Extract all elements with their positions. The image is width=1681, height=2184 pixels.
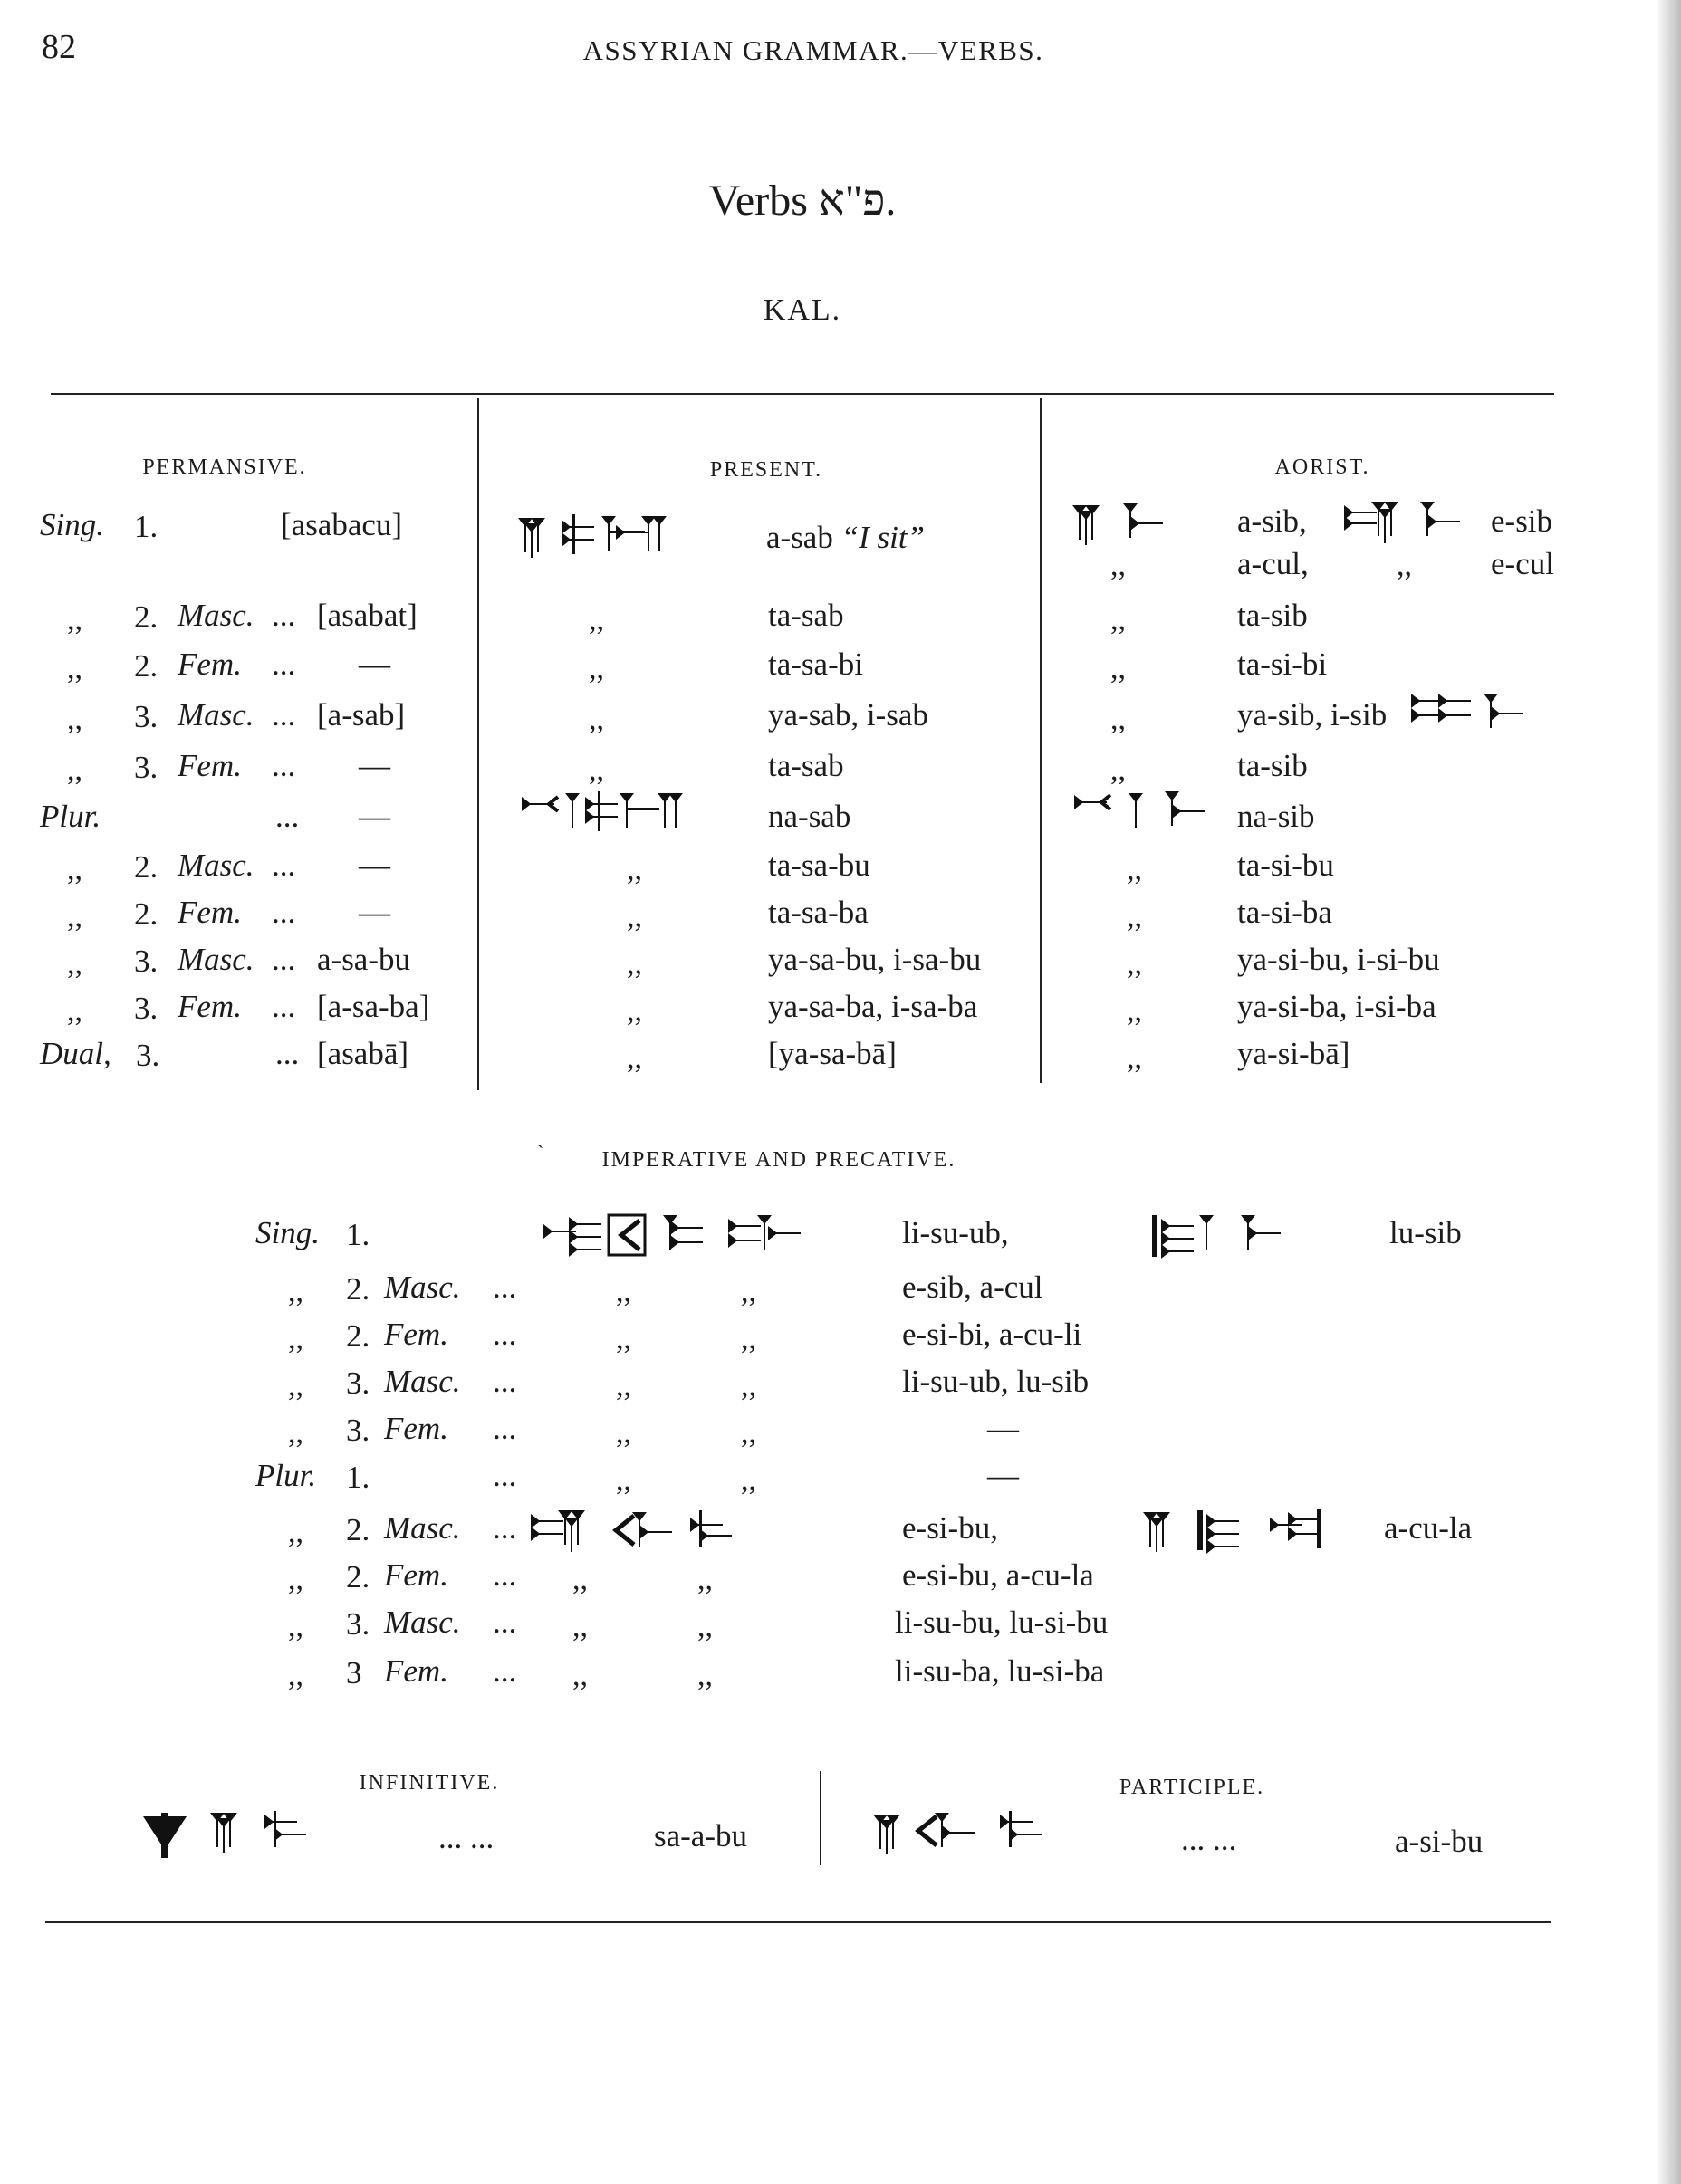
section-subtitle: KAL.	[763, 293, 842, 327]
row-aorist-ditto: ,,	[1127, 900, 1142, 934]
row-number: ,,	[67, 703, 82, 736]
row-aorist: a-cul,	[1237, 546, 1309, 581]
row-ditto-2: ,,	[741, 1463, 756, 1497]
row-aorist: ya-si-bā]	[1237, 1036, 1350, 1071]
row-form: li-su-ub, lu-sib	[902, 1364, 1090, 1399]
row-present-ditto: ,,	[589, 753, 604, 787]
row-gender: Fem.	[178, 748, 242, 783]
row-aorist: ta-sib	[1237, 748, 1308, 783]
row-present-ditto: ,,	[627, 947, 642, 981]
row-present-ditto: ,,	[589, 703, 604, 736]
row-person: 1.	[134, 509, 158, 544]
cuneiform-imperative-plur-icon	[531, 1510, 766, 1559]
row-permansive: [asabacu]	[281, 507, 403, 542]
row-person: 2.	[346, 1318, 370, 1354]
cuneiform-imperative-acula-icon	[1143, 1509, 1351, 1559]
row-number: ,,	[288, 1563, 303, 1596]
column-divider-2	[1040, 398, 1042, 1083]
stray-mark: `	[537, 1141, 544, 1164]
row-gender: Fem.	[178, 895, 242, 930]
row-dots: ...	[493, 1364, 517, 1399]
row-present-ditto: ,,	[627, 1041, 642, 1075]
row-person: 1.	[346, 1217, 370, 1252]
row-aorist-alt: e-cul	[1491, 546, 1554, 581]
row-present-ditto: ,,	[627, 994, 642, 1028]
row-number: ,,	[67, 652, 82, 685]
row-form: e-sib, a-cul	[902, 1269, 1043, 1305]
row-gender: Masc.	[384, 1604, 461, 1640]
row-number: ,,	[67, 853, 82, 886]
row-ditto-2: ,,	[697, 1610, 713, 1643]
row-person: 2.	[346, 1271, 370, 1307]
row-permansive: [asabā]	[317, 1036, 409, 1071]
cuneiform-imperative-sing-icon	[543, 1213, 833, 1266]
row-person: 2.	[346, 1559, 370, 1595]
row-ditto-2: ,,	[741, 1416, 756, 1450]
infinitive-form: sa-a-bu	[654, 1818, 748, 1854]
cuneiform-aorist-sing-icon	[1072, 502, 1172, 549]
row-dots: ...	[272, 942, 296, 977]
participle-heading: PARTICIPLE.	[1119, 1776, 1265, 1799]
row-permansive: —	[359, 799, 390, 834]
row-number: ,,	[288, 1275, 303, 1308]
infinitive-participle-divider	[820, 1771, 821, 1865]
row-permansive: —	[359, 848, 390, 883]
row-gender: Fem.	[178, 989, 242, 1024]
cuneiform-aorist-alt-icon	[1344, 502, 1462, 549]
row-present: ta-sa-ba	[768, 895, 869, 930]
row-aorist-ditto: ,,	[1127, 947, 1142, 981]
bottom-rule	[45, 1921, 1551, 1923]
row-ditto-1: ,,	[616, 1416, 631, 1450]
row-permansive: —	[359, 895, 390, 930]
row-aorist: ya-sib, i-sib	[1237, 697, 1388, 733]
row-number: ,,	[288, 1369, 303, 1403]
row-extra-form: lu-sib	[1389, 1215, 1462, 1250]
row-number: ,,	[67, 947, 82, 981]
column-divider-1	[477, 398, 479, 1090]
row-permansive: —	[359, 647, 390, 682]
row-permansive: [asabat]	[317, 598, 418, 633]
row-person: 2.	[346, 1512, 370, 1547]
row-ditto-1: ,,	[572, 1563, 588, 1596]
cuneiform-aorist-plur-icon	[1074, 790, 1219, 837]
row-ditto-1: ,,	[616, 1369, 631, 1403]
row-person: 1.	[346, 1460, 370, 1495]
row-present: ta-sa-bi	[768, 647, 863, 682]
row-person: 3.	[136, 1038, 160, 1073]
row-ditto-2: ,,	[741, 1369, 756, 1403]
row-number: ,,	[67, 900, 82, 934]
row-permansive: —	[359, 748, 390, 783]
row-present-ditto: ,,	[627, 853, 642, 886]
row-gender: Masc.	[384, 1269, 461, 1305]
row-dots: ...	[272, 647, 296, 682]
row-present-ditto: ,,	[589, 603, 604, 637]
row-aorist-ditto: ,,	[1110, 603, 1126, 637]
row-aorist-ditto: ,,	[1110, 703, 1126, 736]
row-form: —	[987, 1411, 1019, 1446]
cuneiform-infinitive-icon	[141, 1811, 331, 1865]
row-number: ,,	[67, 753, 82, 787]
row-number: ,,	[288, 1322, 303, 1355]
row-permansive: [a-sa-ba]	[317, 989, 430, 1024]
row-number: Plur.	[255, 1458, 317, 1493]
cuneiform-present-sing-icon	[518, 512, 699, 563]
row-gender: Masc.	[178, 697, 255, 733]
row-person: 2.	[134, 599, 158, 635]
row-form: —	[987, 1458, 1019, 1493]
row-person: 2.	[134, 648, 158, 684]
row-form: li-su-ub,	[902, 1215, 1009, 1250]
row-aorist-ditto: ,,	[1127, 994, 1142, 1028]
row-dots: ...	[272, 697, 296, 733]
column-heading-aorist: AORIST.	[1274, 455, 1370, 479]
cuneiform-present-plur-icon	[522, 791, 703, 840]
row-dots: ...	[493, 1604, 517, 1640]
row-dots: ...	[493, 1317, 517, 1352]
participle-form: a-si-bu	[1395, 1824, 1484, 1859]
imperative-heading: IMPERATIVE AND PRECATIVE.	[601, 1148, 956, 1172]
row-present-ditto: ,,	[627, 900, 642, 934]
page-edge-shadow	[1656, 0, 1681, 2184]
row-gender: Masc.	[384, 1510, 461, 1546]
participle-dots: ... ...	[1181, 1822, 1237, 1857]
row-aorist-ditto: ,,	[1110, 652, 1126, 685]
row-aorist-alt-ditto: ,,	[1397, 549, 1412, 582]
row-number: ,,	[288, 1659, 303, 1692]
row-person: 3.	[134, 991, 158, 1026]
row-aorist-ditto: ,,	[1127, 853, 1142, 886]
row-present-ditto: ,,	[589, 652, 604, 685]
row-number: ,,	[288, 1516, 303, 1549]
row-ditto-1: ,,	[616, 1463, 631, 1497]
row-extra-form: a-cu-la	[1384, 1510, 1473, 1546]
row-gender: Fem.	[384, 1653, 448, 1689]
row-present: a-sab “I sit”	[766, 520, 926, 555]
row-ditto-1: ,,	[616, 1322, 631, 1355]
row-gender: Fem.	[384, 1411, 448, 1446]
page-number: 82	[42, 28, 76, 66]
row-dots: ...	[493, 1269, 517, 1305]
row-person: 2.	[134, 896, 158, 932]
row-form: e-si-bu,	[902, 1510, 998, 1546]
row-dots: ...	[493, 1653, 517, 1689]
row-ditto-2: ,,	[741, 1275, 756, 1308]
row-person: 3.	[134, 699, 158, 734]
row-gender: Fem.	[178, 647, 242, 682]
row-present: ta-sab	[768, 598, 844, 633]
row-present: [ya-sa-bā]	[768, 1036, 897, 1071]
row-aorist-ditto: ,,	[1110, 753, 1126, 787]
infinitive-dots: ... ...	[438, 1820, 495, 1855]
page-title: Verbs פ"א.	[708, 177, 897, 225]
row-number: ,,	[67, 603, 82, 637]
row-dots: ...	[272, 989, 296, 1024]
cuneiform-participle-icon	[873, 1811, 1090, 1865]
row-dots: ...	[272, 598, 296, 633]
row-aorist: ta-si-bi	[1237, 647, 1328, 682]
row-gender: Masc.	[178, 942, 255, 977]
row-present: ya-sa-ba, i-sa-ba	[768, 989, 978, 1024]
column-heading-permansive: PERMANSIVE.	[142, 455, 307, 479]
row-dots: ...	[493, 1510, 517, 1546]
column-heading-present: PRESENT.	[709, 458, 823, 482]
running-title: ASSYRIAN GRAMMAR.—VERBS.	[582, 34, 1044, 66]
cuneiform-aorist-isib-icon	[1411, 692, 1529, 739]
row-aorist: ya-si-ba, i-si-ba	[1237, 989, 1436, 1024]
row-person: 3.	[134, 750, 158, 785]
row-person: 3.	[346, 1606, 370, 1642]
row-dots: ...	[275, 1036, 300, 1071]
row-ditto-2: ,,	[741, 1322, 756, 1355]
row-present: ya-sa-bu, i-sa-bu	[768, 942, 982, 977]
row-ditto-2: ,,	[697, 1563, 713, 1596]
row-number: ,,	[67, 994, 82, 1028]
row-permansive: a-sa-bu	[317, 942, 411, 977]
row-aorist: na-sib	[1237, 799, 1315, 834]
row-ditto-2: ,,	[697, 1659, 713, 1692]
row-form: li-su-bu, lu-si-bu	[895, 1604, 1109, 1640]
row-number: ,,	[288, 1416, 303, 1450]
row-dots: ...	[272, 895, 296, 930]
row-number: Dual,	[40, 1036, 111, 1071]
row-ditto-1: ,,	[572, 1659, 588, 1692]
row-number: Sing.	[255, 1215, 320, 1250]
row-aorist: ta-si-ba	[1237, 895, 1332, 930]
row-form: li-su-ba, lu-si-ba	[895, 1653, 1105, 1689]
row-dots: ...	[272, 748, 296, 783]
row-person: 3.	[346, 1413, 370, 1448]
row-dots: ...	[275, 799, 300, 834]
row-present: na-sab	[768, 799, 851, 834]
row-gender: Fem.	[384, 1557, 448, 1593]
row-person: 2.	[134, 849, 158, 885]
row-ditto-1: ,,	[616, 1275, 631, 1308]
row-dots: ...	[493, 1458, 517, 1493]
row-dots: ...	[493, 1411, 517, 1446]
row-aorist-ditto: ,,	[1127, 1041, 1142, 1075]
row-gender: Masc.	[384, 1364, 461, 1399]
row-person: 3.	[346, 1365, 370, 1401]
row-dots: ...	[272, 848, 296, 883]
cuneiform-imperative-lusib-icon	[1150, 1213, 1295, 1264]
row-form: e-si-bi, a-cu-li	[902, 1317, 1082, 1352]
row-present: ta-sa-bu	[768, 848, 870, 883]
row-number: Sing.	[40, 507, 104, 542]
table-top-rule	[51, 393, 1554, 395]
row-person: 3.	[134, 944, 158, 979]
row-aorist: a-sib,	[1237, 503, 1307, 539]
row-dots: ...	[493, 1557, 517, 1593]
infinitive-heading: INFINITIVE.	[359, 1771, 500, 1795]
row-aorist-alt: e-sib	[1491, 503, 1553, 539]
row-ditto-1: ,,	[572, 1610, 588, 1643]
row-aorist: ta-sib	[1237, 598, 1308, 633]
row-aorist: ya-si-bu, i-si-bu	[1237, 942, 1440, 977]
row-number: Plur.	[40, 799, 101, 834]
row-present: ya-sab, i-sab	[768, 697, 928, 733]
row-present: ta-sab	[768, 748, 844, 783]
row-aorist: ta-si-bu	[1237, 848, 1334, 883]
row-number: ,,	[288, 1610, 303, 1643]
row-gender: Masc.	[178, 598, 255, 633]
row-form: e-si-bu, a-cu-la	[902, 1557, 1094, 1593]
row-gender: Masc.	[178, 848, 255, 883]
row-person: 3	[346, 1655, 362, 1691]
row-gender: Fem.	[384, 1317, 448, 1352]
row-permansive: [a-sab]	[317, 697, 406, 733]
row-aorist-ditto: ,,	[1110, 549, 1126, 582]
